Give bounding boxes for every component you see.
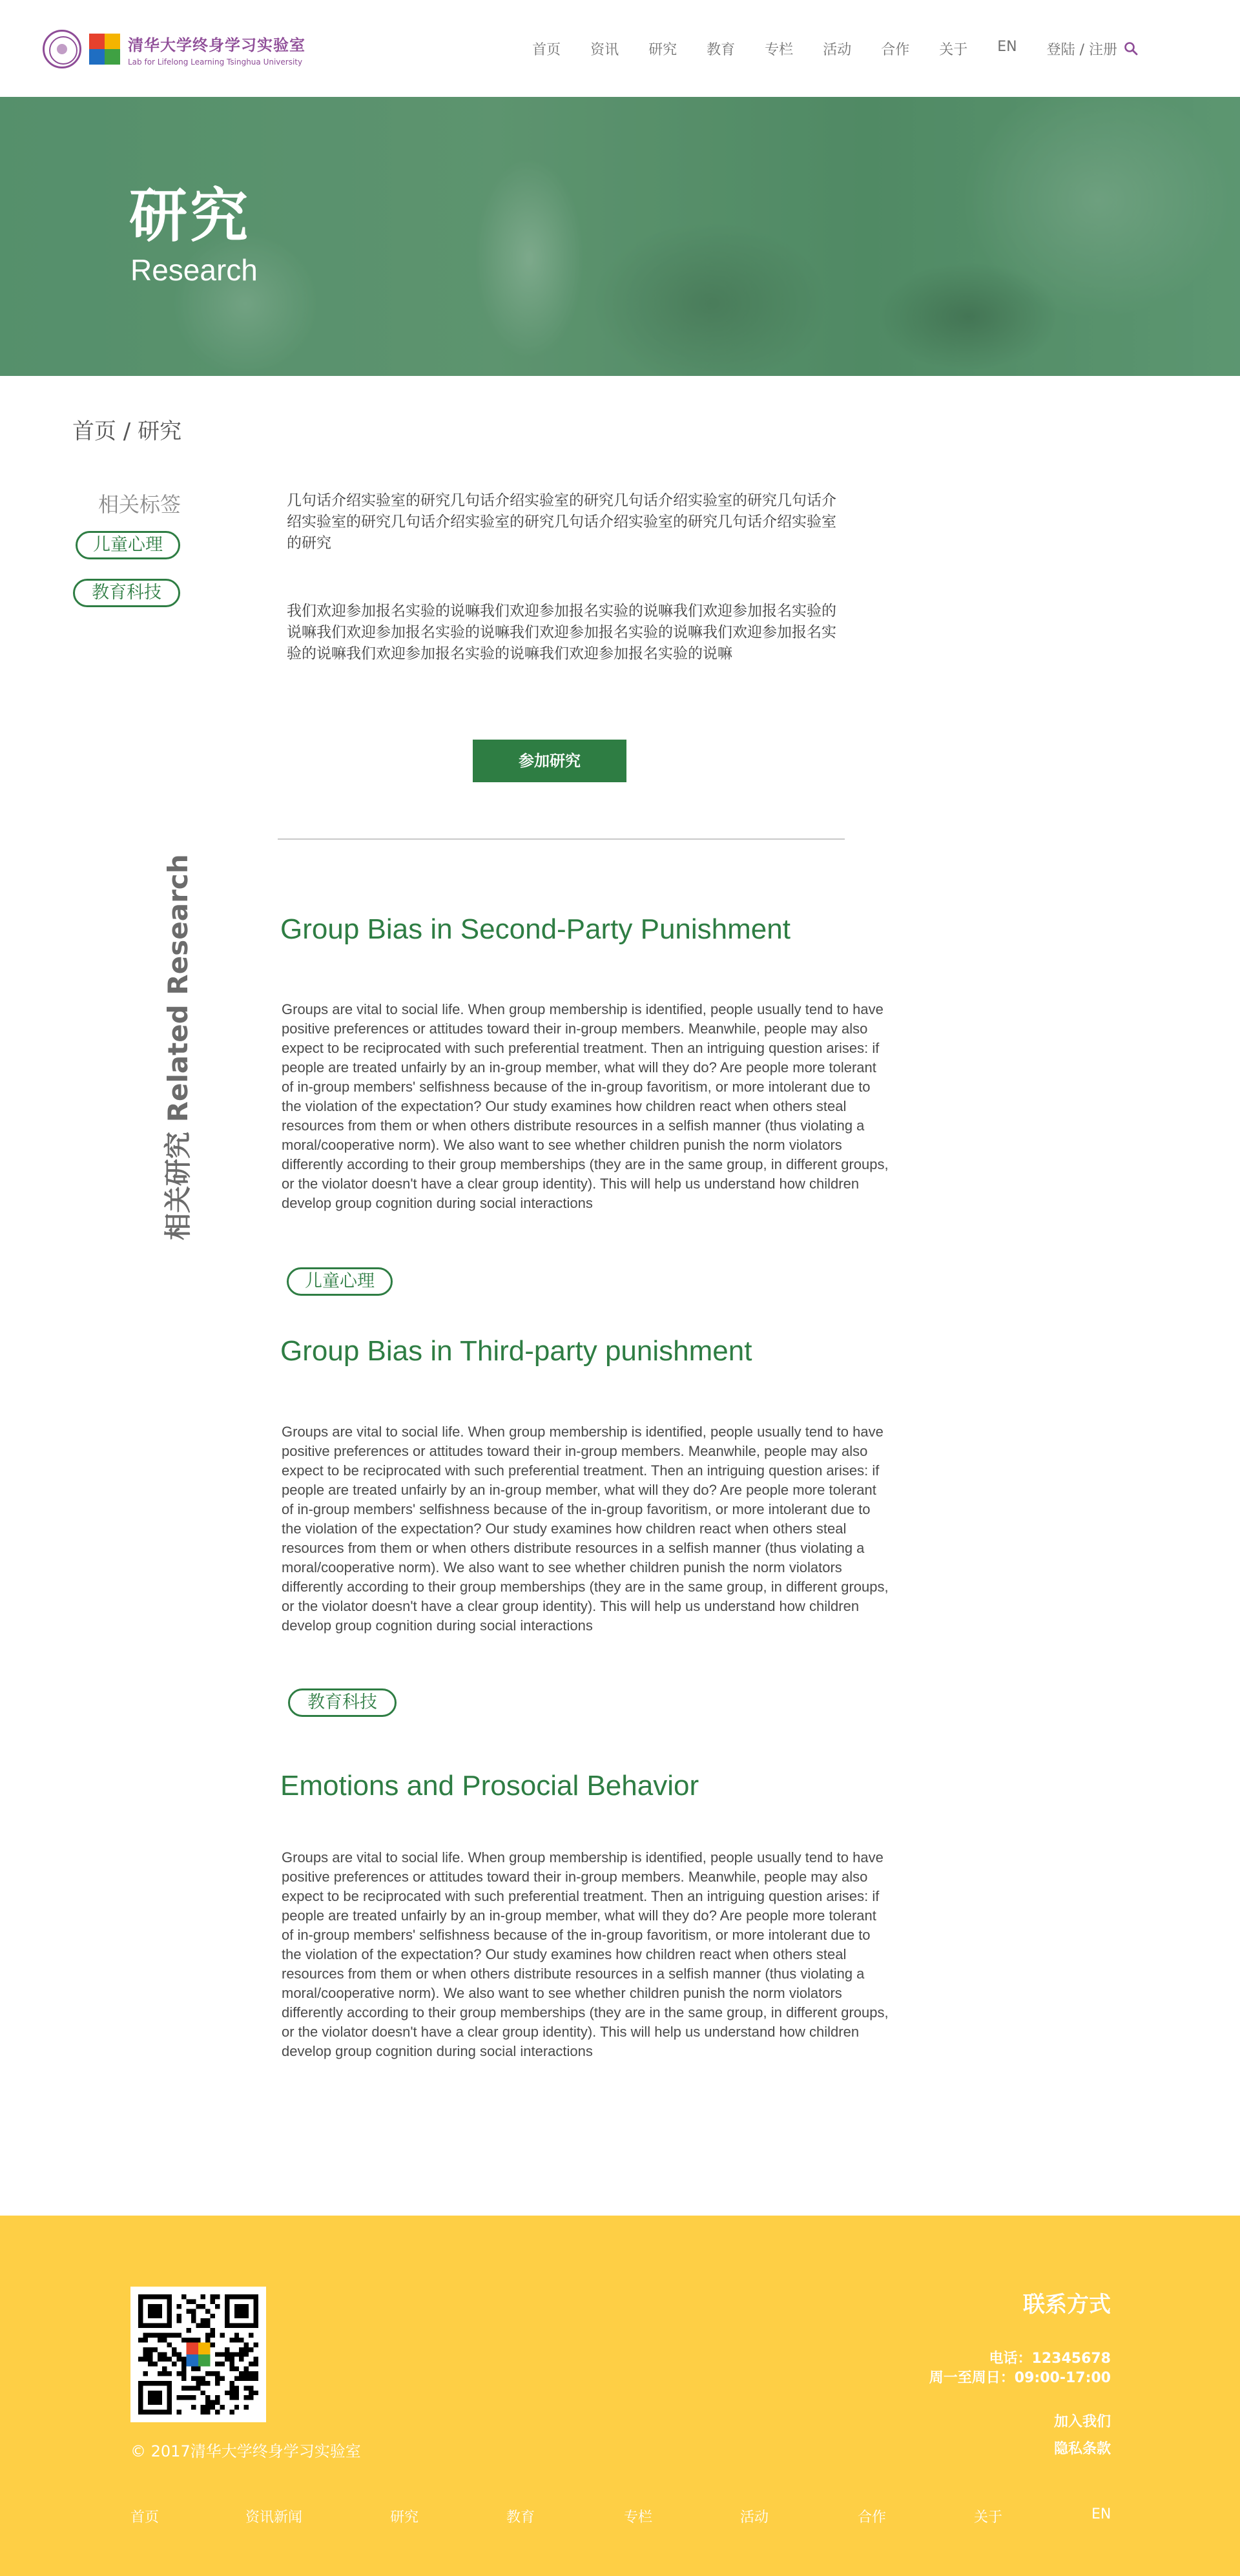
tag-child-psychology[interactable]: 儿童心理 [76,531,180,559]
related-tags-title: 相关标签 [98,492,181,517]
logo-text [128,32,305,67]
hero-banner [0,97,1240,376]
join-us-link[interactable]: 加入我们 [1053,2414,1111,2430]
article-tag[interactable]: 教育科技 [288,1688,397,1717]
footer-nav-research[interactable]: 研究 [390,2509,419,2526]
logo-name-cn: 清华大学终身学习实验室 [128,36,305,54]
nav-education[interactable]: 教育 [707,42,736,58]
intro-paragraph: 我们欢迎参加报名实验的说嘛我们欢迎参加报名实验的说嘛我们欢迎参加报名实验的说嘛我们欢迎参加报名实验的说嘛我们欢迎参加报名实验的说嘛我们欢迎参加报名实验的说嘛我们欢迎参加报名实验的说嘛我们欢迎参加报名实验的说嘛 [287,603,836,662]
footer-nav-language-en[interactable]: EN [1091,2506,1111,2522]
site-footer [0,2216,1240,2576]
nav-research[interactable]: 研究 [648,42,677,58]
footer-nav-home[interactable]: 首页 [130,2509,160,2526]
breadcrumb[interactable]: 首页 / 研究 [72,419,182,444]
article-title[interactable]: Emotions and Prosocial Behavior [280,1770,699,1802]
contact-hours: 周一至周日：09:00-17:00 [929,2370,1111,2386]
contact-title: 联系方式 [1023,2292,1111,2318]
article-title[interactable]: Group Bias in Second-Party Punishment [280,913,790,945]
nav-events[interactable]: 活动 [823,42,852,58]
nav-about[interactable]: 关于 [939,42,968,58]
nav-column[interactable]: 专栏 [765,42,794,58]
contact-phone: 电话：12345678 [989,2351,1111,2367]
footer-nav-news[interactable]: 资讯新闻 [245,2509,303,2526]
site-logo[interactable] [43,28,305,70]
article-tag[interactable]: 儿童心理 [287,1267,393,1296]
article-body: Groups are vital to social life. When group membership is identified, people usually tend to have positive preferences or attitudes toward their in-group members. Meanwhile, people may also expect to be reciprocated with such preferential treatment. Then an intriguing question arises: if people are treated unfairly by an in-group member, what will they do? Are people more tolerant of in-group members' selfishness because of the in-group favoritism, or more intolerant due to the violation of the expectation? Our study examines how children react when others steal resources from them or when others distribute resources in a selfish manner (thus violating a moral/cooperative norm). We also want to see whether children punish the norm violators differently according to their group memberships (they are in the same group, in different groups, or the violator doesn't have a clear group identity). This will help us understand how children develop group cognition during social interactions [282,1424,889,1634]
tag-edtech[interactable]: 教育科技 [73,579,180,607]
article-body: Groups are vital to social life. When group membership is identified, people usually tend to have positive preferences or attitudes toward their in-group members. Meanwhile, people may also expect to be reciprocated with such preferential treatment. Then an intriguing question arises: if people are treated unfairly by an in-group member, what will they do? Are people more tolerant of in-group members' selfishness because of the in-group favoritism, or more intolerant due to the violation of the expectation? Our study examines how children react when others steal resources from them or when others distribute resources in a selfish manner (thus violating a moral/cooperative norm). We also want to see whether children punish the norm violators differently according to their group memberships (they are in the same group, in different groups, or the violator doesn't have a clear group identity). This will help us understand how children develop group cognition during social interactions [282,1001,889,1211]
copyright: © 2017清华大学终身学习实验室 [130,2442,361,2460]
footer-nav-column[interactable]: 专栏 [624,2509,653,2526]
qr-code-icon [130,2287,266,2422]
privacy-link[interactable]: 隐私条款 [1053,2441,1111,2457]
logo-name-en: Lab for Lifelong Learning Tsinghua University [128,57,303,67]
page-title: 研究 [129,182,251,250]
nav-home[interactable]: 首页 [532,42,561,58]
intro-paragraph: 几句话介绍实验室的研究几句话介绍实验室的研究几句话介绍实验室的研究几句话介绍实验室的研究几句话介绍实验室的研究几句话介绍实验室的研究几句话介绍实验室的研究 [287,492,836,552]
nav-news[interactable]: 资讯 [590,42,619,58]
section-divider [278,838,845,840]
nav-login-register[interactable]: 登陆 / 注册 [1046,42,1117,58]
join-research-button[interactable]: 参加研究 [473,740,626,782]
main-nav [532,39,1117,59]
related-research-label: 相关研究 Related Research [162,854,194,1240]
footer-nav-about[interactable]: 关于 [974,2509,1003,2526]
site-header [0,0,1240,97]
search-icon[interactable] [1124,41,1138,56]
footer-nav-events[interactable]: 活动 [740,2509,769,2526]
page-subtitle: Research [130,253,258,287]
footer-nav-cooperation[interactable]: 合作 [858,2509,887,2526]
article-body: Groups are vital to social life. When group membership is identified, people usually tend to have positive preferences or attitudes toward their in-group members. Meanwhile, people may also expect to be reciprocated with such preferential treatment. Then an intriguing question arises: if people are treated unfairly by an in-group member, what will they do? Are people more tolerant of in-group members' selfishness because of the in-group favoritism, or more intolerant due to the violation of the expectation? Our study examines how children react when others steal resources from them or when others distribute resources in a selfish manner (thus violating a moral/cooperative norm). We also want to see whether children punish the norm violators differently according to their group memberships (they are in the same group, in different groups, or the violator doesn't have a clear group identity). This will help us understand how children develop group cognition during social interactions [282,1849,889,2059]
lab-logo-icon [89,34,120,65]
nav-language-en[interactable]: EN [997,39,1017,55]
footer-nav-education[interactable]: 教育 [506,2509,535,2526]
article-title[interactable]: Group Bias in Third-party punishment [280,1335,752,1367]
nav-cooperation[interactable]: 合作 [881,42,910,58]
tsinghua-seal-icon [43,30,81,68]
